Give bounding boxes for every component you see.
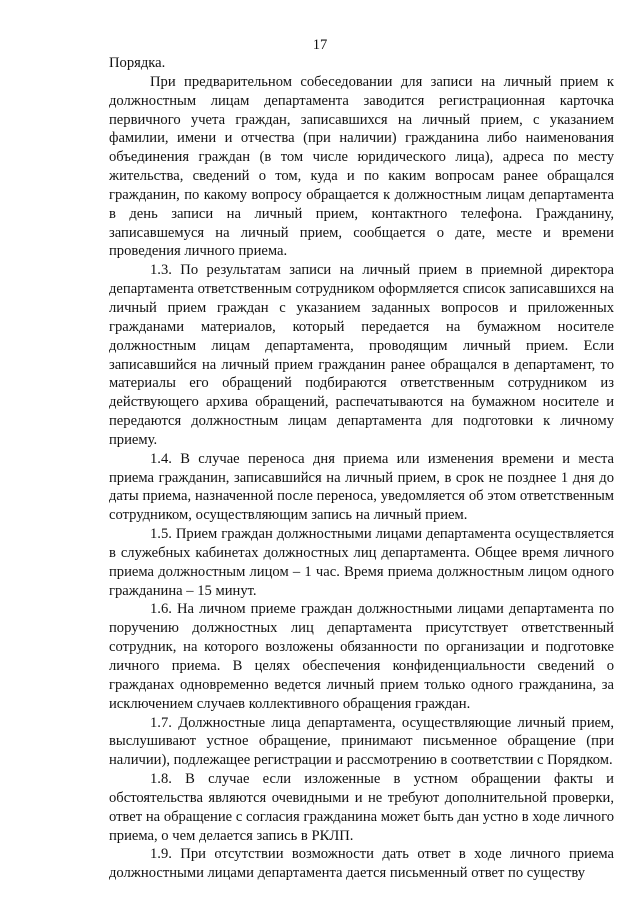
paragraph-continuation: Порядка. bbox=[109, 55, 166, 71]
paragraph-1-3: 1.3. По результатам записи на личный прием в приемной директора департамента ответственным сотрудником оформляется список записавшихся на личный прием граждан с указанием заданных вопросов и приложенных гражданами материалов, который передается на бумажном носителе должностным лицам департамента, проводящим личный прием. Если записавшийся на личный прием гражданин ранее обращался в департамент, то материалы его обращений подбираются ответственным сотрудником из действующего архива обращений, распечатываются на бумажном носителе и передаются должностным лицам департамента для подготовки к личному приему. bbox=[109, 262, 614, 448]
paragraph-1-5: 1.5. Прием граждан должностными лицами департамента осуществляется в служебных кабинетах должностных лиц департамента. Общее время личного приема должностным лицом – 1 час. Время приема должностным лицом одного гражданина – 15 минут. bbox=[109, 526, 614, 599]
paragraph-preliminary-interview: При предварительном собеседовании для записи на личный прием к должностным лицам департамента заводится регистрационная карточка первичного учета граждан, записавшихся на личный прием, с указанием фамилии, имени и отчества (при наличии) гражданина либо наименования объединения граждан (в том числе юридического лица), адреса по месту жительства, сведений о том, куда и по каким вопросам ранее обращался гражданин, по какому вопросу обращается к должностным лицам департамента в день записи на личный прием, контактного телефона. Гражданину, записавшемуся на личный прием, сообщается о дате, месте и времени проведения личного приема. bbox=[109, 73, 614, 260]
paragraph-1-6: 1.6. На личном приеме граждан должностными лицами департамента по поручению должностных лиц департамента присутствует ответственный сотрудник, на которого возложены обязанности по организации и подготовке личного приема. В целях обеспечения конфиденциальности сведений о гражданах одновременно ведется личный прием только одного гражданина, за исключением случаев коллективного обращения граждан. bbox=[109, 601, 614, 712]
paragraph-1-9: 1.9. При отсутствии возможности дать ответ в ходе личного приема должностными лицами департамента дается письменный ответ по существу bbox=[109, 846, 614, 882]
paragraph-1-4: 1.4. В случае переноса дня приема или изменения времени и места приема гражданин, записавшийся на личный прием, в срок не позднее 1 дня до даты приема, назначенной после переноса, уведомляется об этом ответственным сотрудником, осуществляющим запись на личный прием. bbox=[109, 450, 614, 524]
document-body bbox=[109, 54, 614, 883]
page-number: 17 bbox=[312, 37, 328, 53]
paragraph-1-8: 1.8. В случае если изложенные в устном обращении факты и обстоятельства являются очевидными и не требуют дополнительной проверки, ответ на обращение с согласия гражданина может быть дан устно в ходе личного приема, о чем делается запись в РКЛП. bbox=[109, 771, 614, 844]
paragraph-1-7: 1.7. Должностные лица департамента, осуществляющие личный прием, выслушивают устное обращение, принимают письменное обращение (при наличии), подлежащее регистрации и рассмотрению в соответствии с Порядком. bbox=[109, 714, 614, 769]
